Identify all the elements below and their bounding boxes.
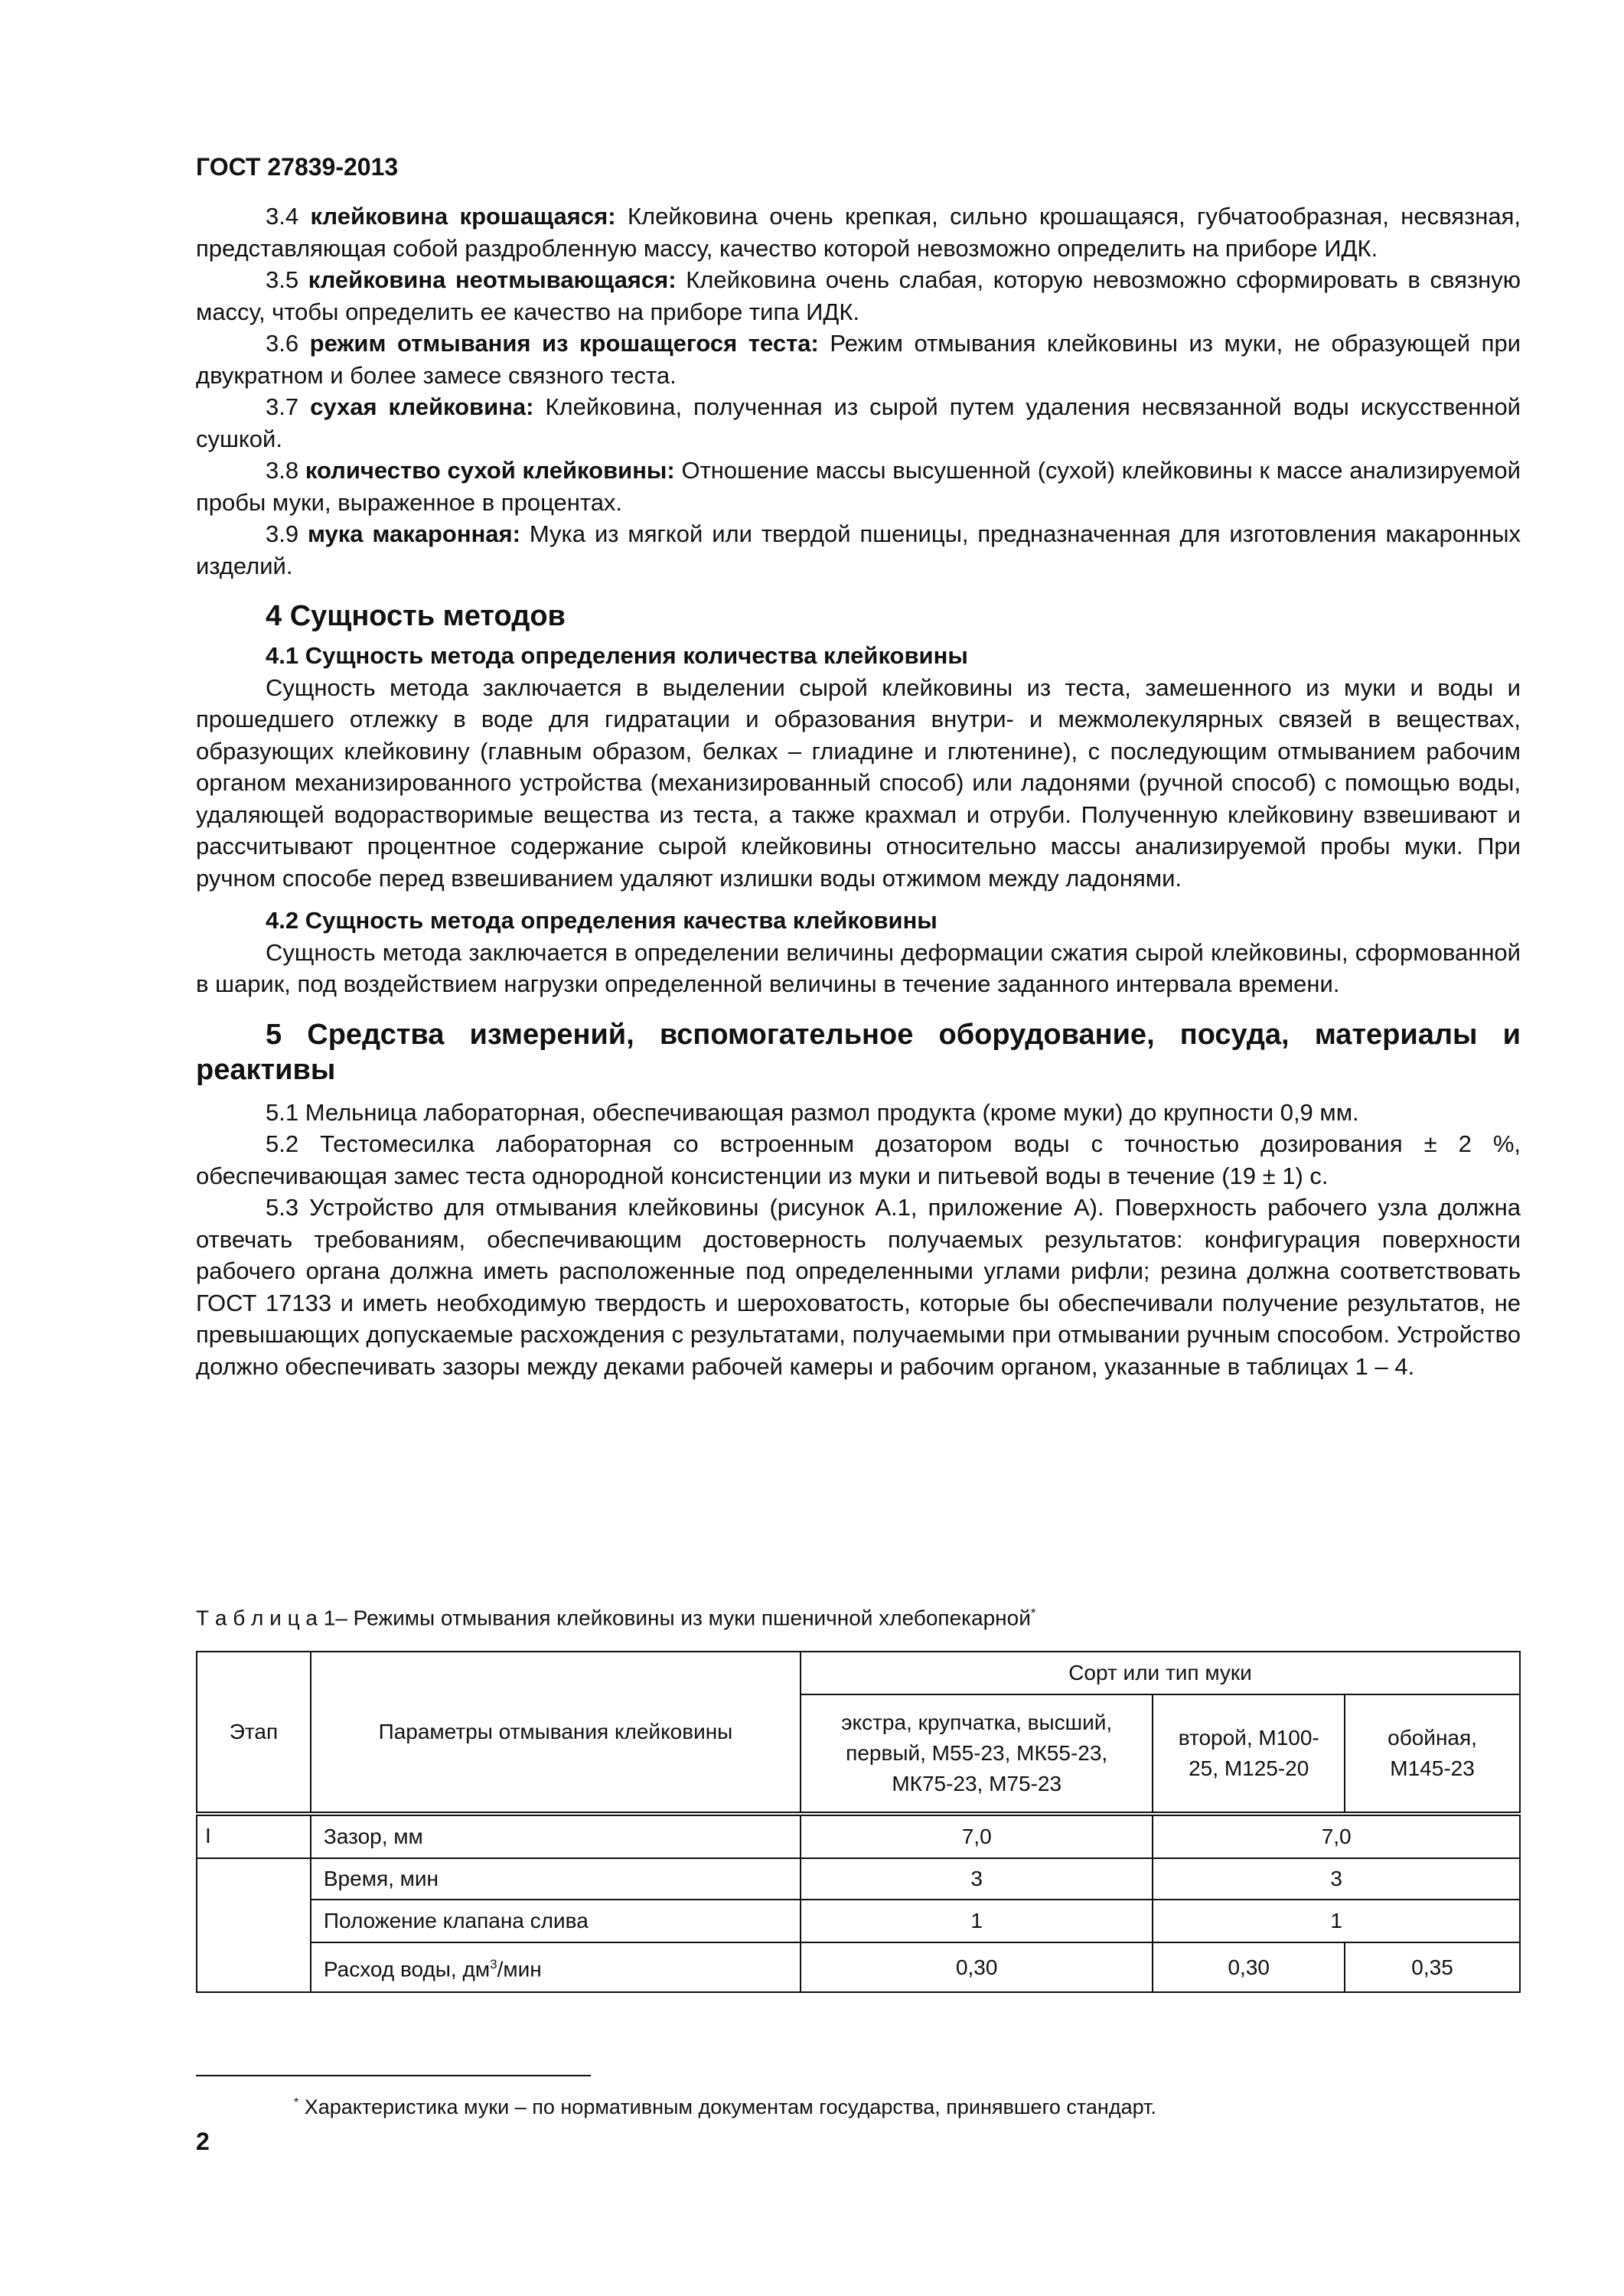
value-cell: 0,35 [1345, 1942, 1520, 1992]
value-cell: 1 [1153, 1900, 1520, 1942]
param-cell [311, 1942, 801, 1992]
definition-term: количество сухой клейковины: [305, 457, 675, 484]
value-cell: 7,0 [1153, 1814, 1520, 1858]
definition-number: 3.6 [266, 330, 299, 357]
definition-text: Клейковина очень крепкая, сильно крошащаяся, губчатообразная, несвязная, представляющая собой раздробленную массу, качество которой невозможно определить на приборе ИДК. [196, 203, 1521, 262]
header-sort: Сорт или тип муки [801, 1652, 1520, 1694]
footnote [294, 2095, 1156, 2119]
value-cell: 1 [801, 1900, 1153, 1942]
param-sup: 3 [490, 1957, 497, 1972]
section-4-2-text: Сущность метода заключается в определении величины деформации сжатия сырой клейковины, сформованной в шарик, под воздействием нагрузки определенной величины в течение заданного интервала времени. [196, 938, 1521, 997]
page-number: 2 [196, 2128, 210, 2155]
section-4-1-title: 4.1 Сущность метода определения количества клейковины [266, 642, 968, 669]
section-5-title: 5 Средства измерений, вспомогательное оборудование, посуда, материалы и реактивы [196, 1018, 1521, 1086]
table-row [197, 1900, 1520, 1942]
definition-number: 3.8 [266, 457, 299, 484]
stage-cell: I [197, 1814, 311, 1858]
definition-text: Режим отмывания клейковины из муки, не образующей при двукратном и более замесе связного теста. [196, 330, 1521, 389]
footnote-mark: * [1030, 1606, 1036, 1620]
table-row [197, 1942, 1520, 1992]
caption-label: Т а б л и ц а 1 [196, 1606, 336, 1630]
param-cell: Зазор, мм [311, 1814, 801, 1858]
value-cell: 3 [801, 1858, 1153, 1900]
definition-3-6 [196, 328, 1521, 391]
definition-term: клейковина неотмывающаяся: [308, 266, 677, 293]
document-body [196, 201, 1521, 1382]
section-5-2: 5.2 Тестомесилка лабораторная со встроенным дозатором воды с точностью дозирования ± 2 %, обеспечивающая замес теста однородной консистенции из муки и питьевой воды в течение (19 ± 1) с. [196, 1130, 1521, 1189]
definition-3-7 [196, 391, 1521, 455]
value-cell: 3 [1153, 1858, 1520, 1900]
definition-text: Отношение массы высушенной (сухой) клейковины к массе анализируемой пробы муки, выраженное в процентах. [196, 457, 1521, 516]
section-4-1-text: Сущность метода заключается в выделении сырой клейковины из теста, замешенного из муки и воды и прошедшего отлежку в воде для гидратации и образования внутри- и межмолекулярных связей в веществах, образующих клейковину (главным образом, белках – глиадине и глютенине), с последующим отмыванием рабочим органом механизированного устройства (механизированный способ) или ладонями (ручной способ) с помощью воды, удаляющей водорастворимые вещества из теста, а также крахмал и отруби. Полученную клейковину взвешивают и рассчитывают процентное содержание сырой клейковины относительно массы анализируемой пробы муки. При ручном способе перед взвешиванием удаляют излишки воды отжимом между ладонями. [196, 673, 1521, 892]
section-5-3: 5.3 Устройство для отмывания клейковины (рисунок А.1, приложение А). Поверхность рабочего узла должна отвечать требованиям, обеспечивающим достоверность получаемых результатов: конфигурация поверхности рабочего органа должна иметь расположенные под определенными углами рифли; резина должна соответствовать ГОСТ 17133 и иметь необходимую твердость и шероховатость, которые бы обеспечивали получение результатов, не превышающих допускаемые расхождения с результатами, получаемыми при отмывании ручным способом. Устройство должно обеспечивать зазоры между деками рабочей камеры и рабочим органом, указанные в таблицах 1 – 4. [196, 1194, 1521, 1380]
table-caption [196, 1606, 1035, 1630]
definition-number: 3.4 [266, 203, 299, 230]
param-unit: /мин [497, 1957, 542, 1981]
footnote-text: Характеристика муки – по нормативным документам государства, принявшего стандарт. [304, 2095, 1156, 2118]
header-col-2: второй, М100-25, М125-20 [1153, 1694, 1345, 1814]
value-cell: 7,0 [801, 1814, 1153, 1858]
definition-number: 3.9 [266, 520, 299, 547]
definition-3-9 [196, 518, 1521, 582]
footnote-divider [196, 2075, 591, 2076]
definition-number: 3.5 [266, 266, 299, 293]
definition-term: клейковина крошащаяся: [310, 203, 616, 230]
param-text: Расход воды, дм [323, 1957, 491, 1981]
value-cell: 0,30 [1153, 1942, 1345, 1992]
table-row [197, 1814, 1520, 1858]
table-row [197, 1858, 1520, 1900]
definition-text: Клейковина, полученная из сырой путем удаления несвязанной воды искусственной сушкой. [196, 393, 1521, 452]
document-header: ГОСТ 27839-2013 [196, 153, 399, 181]
definition-term: мука макаронная: [308, 520, 520, 547]
header-col-1: экстра, крупчатка, высший, первый, М55-23, МК55-23, МК75-23, М75-23 [801, 1694, 1153, 1814]
definitions [196, 201, 1521, 582]
param-cell: Положение клапана слива [311, 1900, 801, 1942]
definition-term: сухая клейковина: [310, 393, 534, 420]
header-col-3: обойная, М145-23 [1345, 1694, 1520, 1814]
section-4-2-title: 4.2 Сущность метода определения качества клейковины [266, 907, 938, 934]
stage-cell-empty [197, 1858, 311, 1992]
definition-3-5 [196, 264, 1521, 328]
definition-3-4 [196, 201, 1521, 264]
value-cell: 0,30 [801, 1942, 1153, 1992]
param-cell: Время, мин [311, 1858, 801, 1900]
definition-3-8 [196, 455, 1521, 518]
caption-text: – Режимы отмывания клейковины из муки пшеничной хлебопекарной [335, 1606, 1031, 1630]
header-stage: Этап [197, 1652, 311, 1814]
section-5-1: 5.1 Мельница лабораторная, обеспечивающая размол продукта (кроме муки) до крупности 0,9 мм. [266, 1098, 1359, 1126]
definition-text: Мука из мягкой или твердой пшеницы, предназначенная для изготовления макаронных изделий. [196, 520, 1521, 579]
definition-text: Клейковина очень слабая, которую невозможно сформировать в связную массу, чтобы определить ее качество на приборе типа ИДК. [196, 266, 1521, 325]
definition-term: режим отмывания из крошащегося теста: [309, 330, 819, 357]
definition-number: 3.7 [266, 393, 299, 420]
header-params: Параметры отмывания клейковины [311, 1652, 801, 1814]
footnote-mark: * [294, 2096, 299, 2109]
table-1 [196, 1651, 1521, 1993]
section-4-title: 4 Сущность методов [266, 600, 566, 632]
